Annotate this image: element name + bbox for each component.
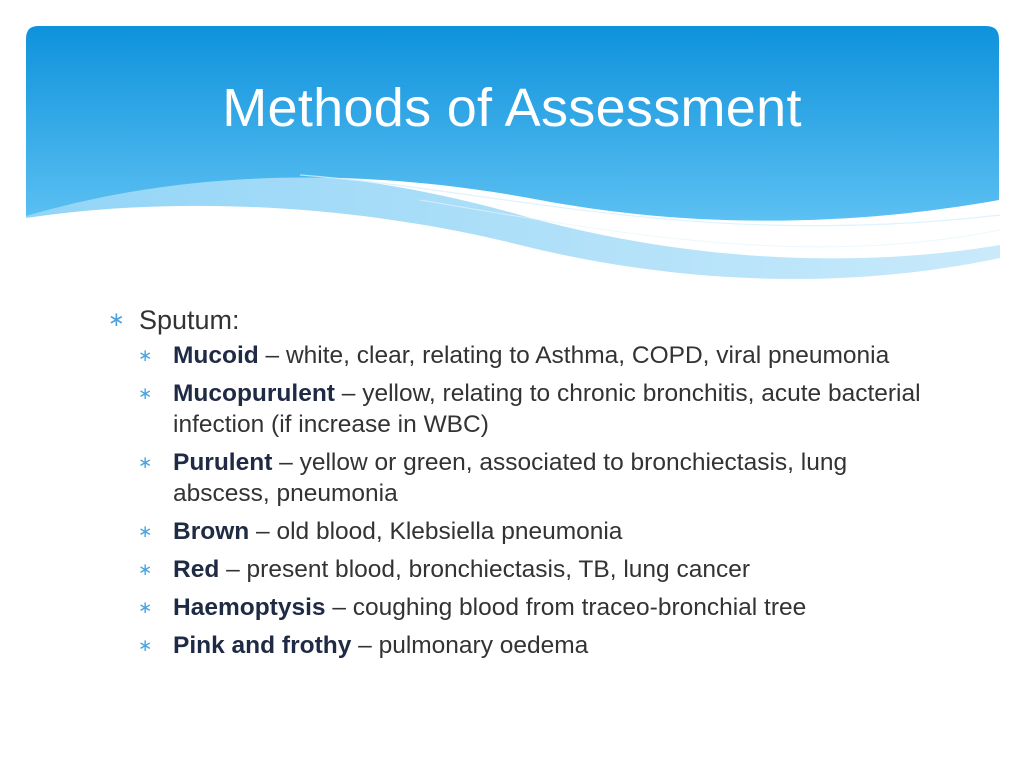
bullet-item-sputum [108, 302, 928, 338]
asterisk-bullet-icon: ∗ [138, 598, 153, 617]
list-item [138, 554, 928, 585]
list-item [138, 447, 928, 509]
term-label: Purulent [173, 449, 273, 476]
term-description: – pulmonary oedema [351, 632, 589, 659]
bullet-text: Sputum: [139, 305, 240, 335]
term-description: – yellow or green, associated to bronchiectasis, lung abscess, pneumonia [173, 449, 848, 507]
asterisk-bullet-icon: ∗ [138, 560, 153, 579]
term-label: Haemoptysis [173, 594, 326, 621]
list-item [138, 340, 928, 371]
term-description: – white, clear, relating to Asthma, COPD, viral pneumonia [258, 342, 890, 369]
sputum-types-list [138, 340, 928, 661]
term-description: – old blood, Klebsiella pneumonia [249, 518, 623, 545]
term-description: – coughing blood from traceo-bronchial tree [325, 594, 807, 621]
term-description: – yellow, relating to chronic bronchitis, acute bacterial infection (if increase in WBC) [173, 380, 921, 438]
title-banner [0, 0, 1024, 300]
list-item [138, 592, 928, 623]
term-label: Mucopurulent [173, 380, 335, 407]
asterisk-bullet-icon: ∗ [138, 636, 153, 655]
slide-title: Methods of Assessment [222, 78, 802, 138]
asterisk-bullet-icon: ∗ [138, 453, 153, 472]
asterisk-bullet-icon: ∗ [138, 346, 153, 365]
list-item [138, 516, 928, 547]
term-label: Red [173, 556, 220, 583]
term-label: Pink and frothy [173, 632, 352, 659]
asterisk-bullet-icon: ∗ [138, 522, 153, 541]
asterisk-bullet-icon: ∗ [138, 384, 153, 403]
term-description: – present blood, bronchiectasis, TB, lung cancer [219, 556, 750, 583]
list-item [138, 378, 928, 440]
asterisk-bullet-icon: ∗ [108, 309, 125, 331]
term-label: Brown [173, 518, 250, 545]
list-item [138, 630, 928, 661]
content-area [108, 302, 928, 668]
wave-banner-graphic [0, 0, 1024, 300]
term-label: Mucoid [173, 342, 259, 369]
